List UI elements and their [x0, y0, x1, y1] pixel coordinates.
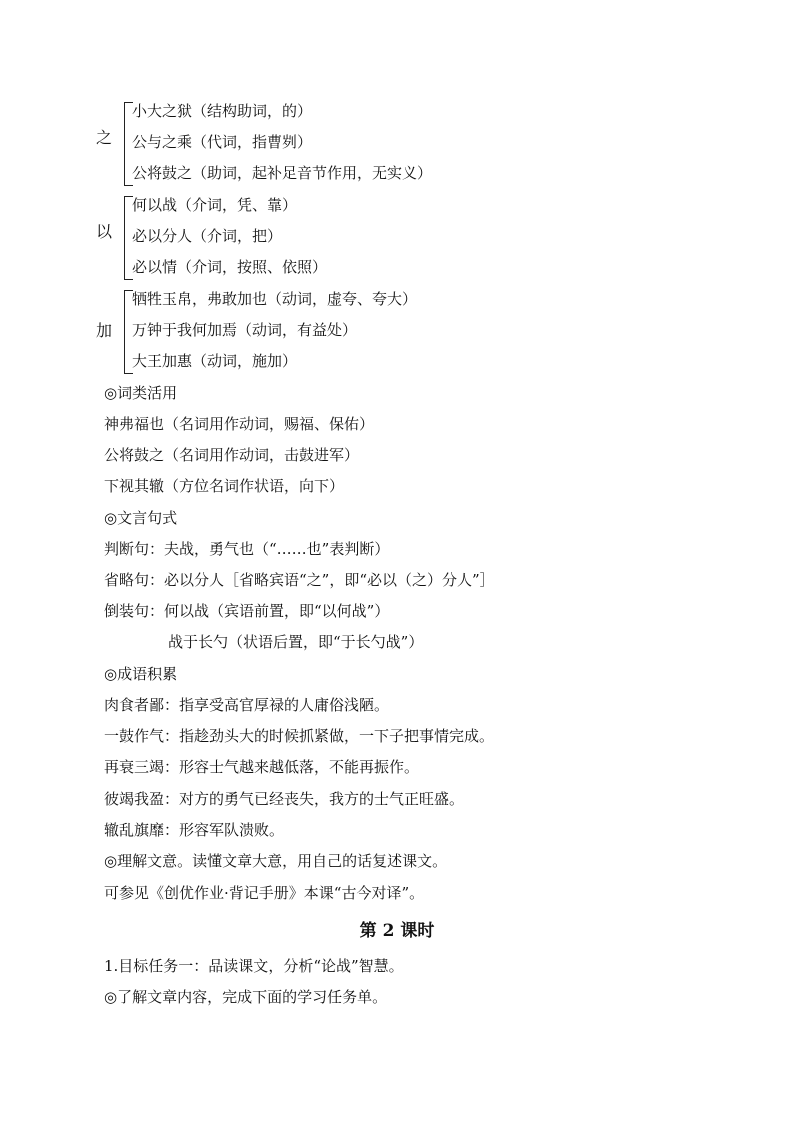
group-head-char: 加 — [96, 321, 113, 340]
text-line: 倒装句：何以战（宾语前置，即“以何战”） — [104, 602, 390, 620]
usage-item: 大王加惠（动词，施加） — [132, 352, 298, 370]
section-heading-cilei: ◎词类活用 — [104, 384, 178, 402]
text-line: 下视其辙（方位名词作状语，向下） — [104, 477, 345, 495]
task-line: 1.目标任务一：品读课文，分析“论战”智慧。 — [104, 957, 404, 975]
text-line: 判断句：夫战，勇气也（“……也”表判断） — [104, 540, 390, 558]
text-line: 可参见《创优作业·背记手册》本课“古今对译”。 — [104, 884, 425, 902]
usage-item: 小大之狱（结构助词，的） — [132, 102, 313, 120]
usage-item: 必以情（介词，按照、依照） — [132, 258, 328, 276]
group-head-char: 之 — [96, 128, 113, 147]
section-heading-chengyu: ◎成语积累 — [104, 665, 178, 683]
text-line: 神弗福也（名词用作动词，赐福、保佑） — [104, 415, 375, 433]
section-heading-lijie: ◎理解文意。读懂文章大意，用自己的话复述课文。 — [104, 852, 448, 870]
usage-item: 必以分人（介词，把） — [132, 227, 283, 245]
usage-item: 公将鼓之（助词，起补足音节作用，无实义） — [132, 164, 433, 182]
idiom-line: 肉食者鄙：指享受高官厚禄的人庸俗浅陋。 — [104, 696, 390, 714]
task-line: ◎了解文章内容，完成下面的学习任务单。 — [104, 988, 388, 1006]
usage-item: 万钟于我何加焉（动词，有益处） — [132, 321, 358, 339]
text-line: 公将鼓之（名词用作动词，击鼓进军） — [104, 446, 360, 464]
usage-item: 公与之乘（代词，指曹刿） — [132, 133, 313, 151]
usage-item: 何以战（介词，凭、靠） — [132, 196, 298, 214]
group-head-char: 以 — [96, 222, 113, 241]
idiom-line: 辙乱旗靡：形容军队溃败。 — [104, 821, 285, 839]
section-heading-jushi: ◎文言句式 — [104, 509, 178, 527]
idiom-line: 再衰三竭：形容士气越来越低落，不能再振作。 — [104, 758, 420, 776]
idiom-line: 彼竭我盈：对方的勇气已经丧失，我方的士气正旺盛。 — [104, 790, 465, 808]
text-line: 省略句：必以分人［省略宾语“之”，即“必以（之）分人”］ — [104, 571, 495, 589]
lesson-title: 第 2 课时 — [359, 921, 435, 941]
idiom-line: 一鼓作气：指趁劲头大的时候抓紧做，一下子把事情完成。 — [104, 727, 495, 745]
usage-item: 牺牲玉帛，弗敢加也（动词，虚夸、夸大） — [132, 290, 418, 308]
text-line-indented: 战于长勺（状语后置，即“于长勺战”） — [168, 633, 424, 651]
